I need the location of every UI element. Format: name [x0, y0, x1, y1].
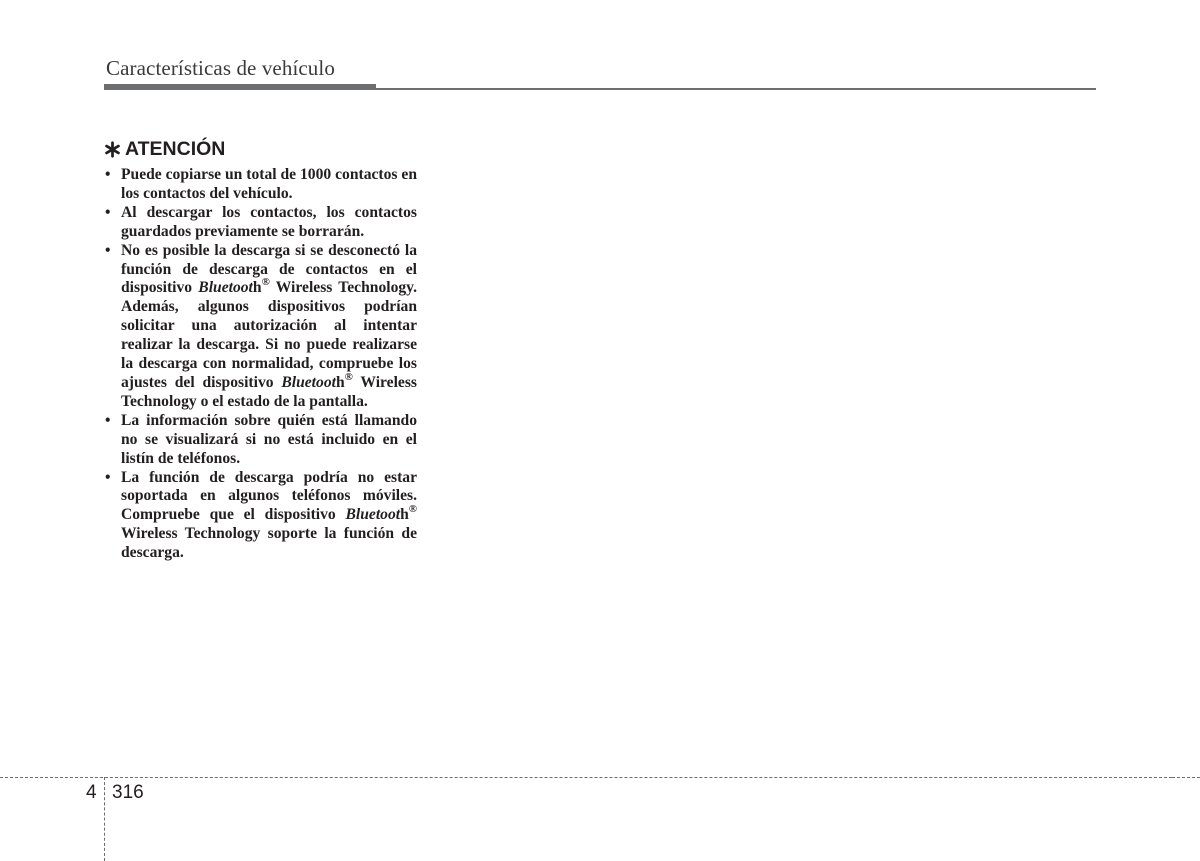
list-item: [104, 204, 417, 242]
list-item-text: Puede copiarse un total de 1000 contactos en los contactos del vehículo.: [121, 166, 417, 202]
asterisk-star-icon: [104, 141, 121, 158]
bullet: •: [105, 166, 111, 183]
brand-name-italic: Bluetoot: [345, 506, 401, 524]
footer-vertical-dashed-rule: [104, 777, 105, 861]
list-item: [104, 412, 417, 469]
brand-name-suffix: h: [335, 373, 345, 391]
list-item-text: La función de descarga podría no estar soportada en algunos teléfonos móviles. Compruebe que el dispositivo: [121, 468, 417, 524]
footer-dashed-rule-end: [1172, 777, 1200, 778]
bullet: •: [105, 203, 111, 221]
notice-heading: [104, 138, 417, 161]
list-item: [104, 469, 417, 564]
footer-dashed-rule: [0, 777, 1172, 778]
brand-name-italic: Bluetoot: [198, 279, 253, 297]
list-item-text: Wireless Technology. Además, algunos dispositivos podrían solicitar una autorización al intentar realizar la descarga. Si no puede realizarse la descarga con normalidad, compruebe los ajustes del dispositivo: [121, 279, 417, 391]
bullet: •: [105, 241, 111, 259]
list-item-text: No es posible la descarga si se desconectó la función de descarga de contactos en el dispositivo: [121, 241, 417, 297]
list-item-text: La información sobre quién está llamando no se visualizará si no está incluido en el listín de teléfonos.: [121, 411, 417, 467]
list-item-text: Wireless Technology soporte la función de descarga.: [121, 525, 417, 562]
list-item-text: Al descargar los contactos, los contactos guardados previamente se borrarán.: [121, 203, 417, 240]
registered-mark: ®: [261, 276, 270, 289]
notice-heading-text: ATENCIÓN: [125, 138, 226, 160]
page-number: 316: [112, 782, 144, 803]
registered-mark: ®: [344, 370, 353, 383]
bullet: •: [105, 411, 111, 429]
brand-name-italic: Bluetoot: [281, 373, 336, 391]
list-item: [104, 242, 417, 412]
list-item-text: Wireless Technology o el estado de la pantalla.: [121, 373, 417, 410]
registered-mark: ®: [408, 503, 417, 516]
header-rule-thick: [104, 84, 376, 90]
bullet: •: [105, 468, 111, 486]
notice-list: [104, 166, 417, 563]
header-rule-thin: [376, 88, 1096, 90]
brand-name-suffix: h: [400, 506, 409, 524]
brand-name-suffix: h: [252, 279, 262, 297]
chapter-number: 4: [86, 782, 97, 803]
attention-notice: [104, 138, 417, 563]
list-item: [104, 166, 417, 204]
page-header-title: Características de vehículo: [106, 56, 335, 80]
